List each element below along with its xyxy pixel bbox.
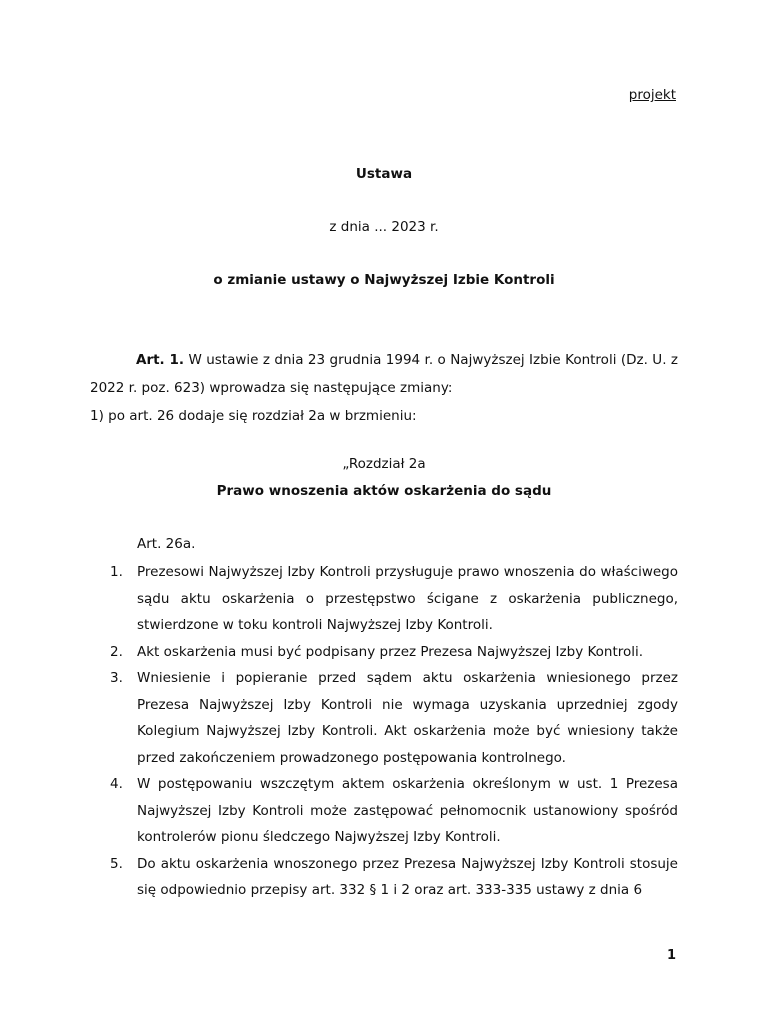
list-item: [90, 559, 678, 639]
list-item: [90, 851, 678, 904]
list-item-number: 3.: [110, 670, 123, 686]
date-line: z dnia ... 2023 r.: [329, 219, 439, 235]
chapter-label: „Rozdział 2a: [342, 456, 426, 472]
page-number: 1: [666, 948, 676, 963]
list-item: [90, 639, 678, 666]
list-item-number: 2.: [110, 643, 123, 660]
article-1-body: [90, 346, 678, 402]
list-item-text: Akt oskarżenia musi być podpisany przez Prezesa Najwyższej Izby Kontroli.: [137, 643, 644, 660]
list-item-number: 5.: [110, 855, 123, 872]
article-1-label: Art. 1.: [136, 352, 185, 368]
draft-label: projekt: [628, 87, 676, 103]
list-item-number: 4.: [110, 776, 123, 792]
document-subject: o zmianie ustawy o Najwyższej Izbie Kontroli: [213, 272, 555, 288]
article-26a-items: [90, 559, 678, 904]
list-item: [90, 771, 678, 851]
document-title: Ustawa: [355, 166, 413, 182]
list-item-text: Wniesienie i popieranie przed sądem aktu oskarżenia wniesionego przez Prezesa Najwyższej Izby Kontroli nie wymaga uzyskania uprzedniej zgody Kolegium Najwyższej Izby Kontroli. Akt oskarżenia może być wniesiony także przed zakończeniem prowadzonego postępowania kontrolnego.: [137, 670, 678, 766]
article-1: [90, 346, 678, 430]
list-item-text: Prezesowi Najwyższej Izby Kontroli przysługuje prawo wnoszenia do właściwego sądu aktu oskarżenia o przestępstwo ścigane z oskarżenia publicznego, stwierdzone w toku kontroli Najwyższej Izby Kontroli.: [137, 564, 678, 633]
article-26a-label: Art. 26a.: [137, 536, 196, 552]
list-item-text: Do aktu oskarżenia wnoszonego przez Prezesa Najwyższej Izby Kontroli stosuje się odpowiednio przepisy art. 332 § 1 i 2 oraz art. 333-335 ustawy z dnia 6: [137, 855, 678, 898]
chapter-title: Prawo wnoszenia aktów oskarżenia do sądu: [216, 483, 552, 499]
article-1-point-1: 1) po art. 26 dodaje się rozdział 2a w brzmieniu:: [90, 408, 417, 424]
list-item-number: 1.: [110, 564, 123, 580]
article-1-text: W ustawie z dnia 23 grudnia 1994 r. o Najwyższej Izbie Kontroli (Dz. U. z 2022 r. poz. 623) wprowadza się następujące zmiany:: [90, 352, 678, 396]
list-item: [90, 665, 678, 771]
list-item-text: W postępowaniu wszczętym aktem oskarżenia określonym w ust. 1 Prezesa Najwyższej Izby Kontroli może zastępować pełnomocnik ustanowiony spośród kontrolerów pionu śledczego Najwyższej Izby Kontroli.: [137, 776, 678, 845]
